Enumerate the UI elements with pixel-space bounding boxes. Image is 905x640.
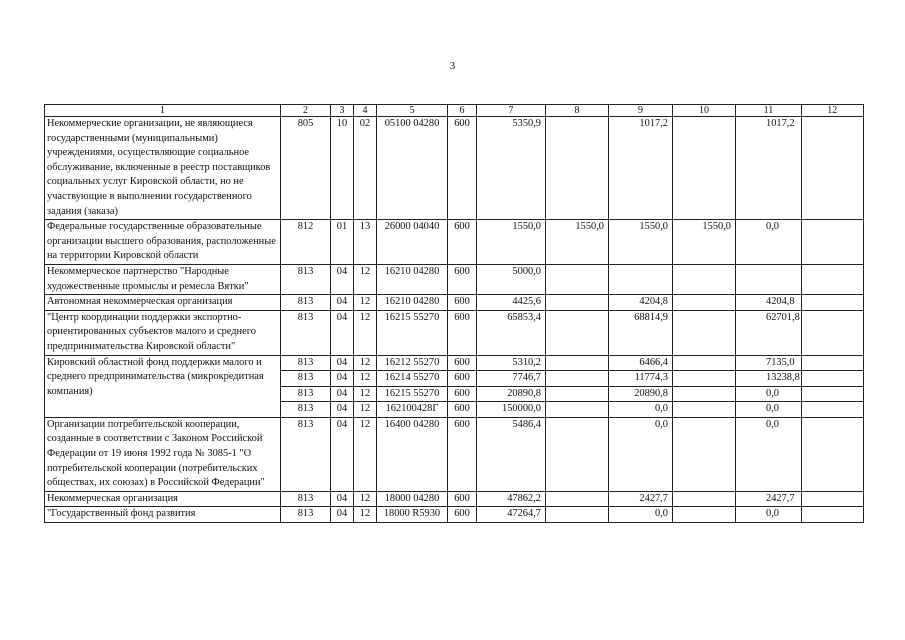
- table-cell: 12: [354, 295, 377, 311]
- table-cell: 04: [331, 371, 354, 387]
- column-header: 11: [736, 105, 802, 117]
- table-cell: 16212 55270: [377, 355, 448, 371]
- table-cell: 68814,9: [609, 310, 673, 355]
- column-header: 3: [331, 105, 354, 117]
- table-cell: 1017,2: [736, 117, 802, 220]
- table-cell: 04: [331, 386, 354, 402]
- organization-name: "Центр координации поддержки экспортно-ориентированных субъектов малого и среднего предпринимательства Кировской области": [45, 310, 281, 355]
- table-cell: 12: [354, 310, 377, 355]
- table-cell: [546, 507, 609, 523]
- table-cell: 813: [281, 264, 331, 294]
- table-cell: 0,0: [609, 402, 673, 418]
- table-cell: 16215 55270: [377, 386, 448, 402]
- table-cell: 12: [354, 417, 377, 491]
- table-cell: 05100 04280: [377, 117, 448, 220]
- column-header: 1: [45, 105, 281, 117]
- table-cell: 600: [448, 417, 477, 491]
- table-cell: [546, 295, 609, 311]
- table-cell: 4425,6: [477, 295, 546, 311]
- table-row: [45, 491, 864, 507]
- table-cell: [546, 386, 609, 402]
- table-cell: [801, 402, 863, 418]
- table-cell: [673, 371, 736, 387]
- table-cell: [736, 264, 802, 294]
- table-cell: [546, 402, 609, 418]
- table-cell: 16214 55270: [377, 371, 448, 387]
- table-cell: 7746,7: [477, 371, 546, 387]
- column-header: 2: [281, 105, 331, 117]
- table-cell: 600: [448, 386, 477, 402]
- table-cell: 16210 04280: [377, 295, 448, 311]
- table-cell: 600: [448, 491, 477, 507]
- table-cell: 600: [448, 402, 477, 418]
- table-row: [45, 117, 864, 220]
- table-cell: 18000 R5930: [377, 507, 448, 523]
- table-cell: [801, 386, 863, 402]
- table-cell: [673, 117, 736, 220]
- organization-name: Некоммерческое партнерство "Народные художественные промыслы и ремесла Вятки": [45, 264, 281, 294]
- table-cell: 01: [331, 220, 354, 265]
- table-cell: [673, 491, 736, 507]
- table-cell: 1550,0: [477, 220, 546, 265]
- table-cell: 12: [354, 371, 377, 387]
- table-row: [45, 355, 864, 371]
- table-row: [45, 507, 864, 523]
- table-cell: 600: [448, 507, 477, 523]
- table-cell: 11774,3: [609, 371, 673, 387]
- table-cell: [801, 491, 863, 507]
- table-cell: [673, 507, 736, 523]
- table-cell: [673, 264, 736, 294]
- column-header: 10: [673, 105, 736, 117]
- header-row: [45, 105, 864, 117]
- table-cell: [801, 220, 863, 265]
- table-cell: [546, 417, 609, 491]
- table-cell: 0,0: [609, 417, 673, 491]
- organization-name: Автономная некоммерческая организация: [45, 295, 281, 311]
- table-cell: 18000 04280: [377, 491, 448, 507]
- table-cell: 600: [448, 117, 477, 220]
- table-cell: [546, 355, 609, 371]
- table-cell: 150000,0: [477, 402, 546, 418]
- table-cell: 20890,8: [609, 386, 673, 402]
- table-cell: [673, 417, 736, 491]
- table-cell: 2427,7: [736, 491, 802, 507]
- table-cell: 0,0: [736, 417, 802, 491]
- organization-name: Некоммерческие организации, не являющиеся государственными (муниципальными) учреждениями, осуществляющие социальное обслуживание, включенные в реестр поставщиков социальных услуг Кировской области, но не участвующие в выполнении государственного задания (заказа): [45, 117, 281, 220]
- table-cell: [546, 371, 609, 387]
- table-cell: 0,0: [736, 402, 802, 418]
- page-number: 3: [449, 60, 456, 72]
- table-cell: 813: [281, 402, 331, 418]
- table-cell: 0,0: [736, 220, 802, 265]
- table-cell: 813: [281, 507, 331, 523]
- table-cell: 12: [354, 264, 377, 294]
- table-cell: 5486,4: [477, 417, 546, 491]
- table-cell: 65853,4: [477, 310, 546, 355]
- table-cell: 0,0: [736, 386, 802, 402]
- table-cell: 2427,7: [609, 491, 673, 507]
- table-cell: 0,0: [609, 507, 673, 523]
- table-cell: 16400 04280: [377, 417, 448, 491]
- table-cell: 13: [354, 220, 377, 265]
- table-cell: 04: [331, 402, 354, 418]
- table-cell: 813: [281, 386, 331, 402]
- table-cell: 600: [448, 295, 477, 311]
- table-cell: 04: [331, 310, 354, 355]
- table-cell: 47862,2: [477, 491, 546, 507]
- table-cell: 13238,8: [736, 371, 802, 387]
- table-cell: 600: [448, 371, 477, 387]
- table-cell: 813: [281, 371, 331, 387]
- table-cell: 04: [331, 295, 354, 311]
- table-cell: 12: [354, 402, 377, 418]
- table-cell: [801, 417, 863, 491]
- column-header: 7: [477, 105, 546, 117]
- table-cell: [673, 355, 736, 371]
- table-cell: 813: [281, 295, 331, 311]
- table-cell: 813: [281, 355, 331, 371]
- organization-name: Некоммерческая организация: [45, 491, 281, 507]
- table-cell: 12: [354, 507, 377, 523]
- table-cell: 812: [281, 220, 331, 265]
- column-header: 5: [377, 105, 448, 117]
- table-cell: [801, 295, 863, 311]
- table-cell: 5350,9: [477, 117, 546, 220]
- table-cell: 4204,8: [736, 295, 802, 311]
- organization-name: Кировский областной фонд поддержки малого и среднего предпринимательства (микрокредитная компания): [45, 355, 281, 417]
- table-cell: 62701,8: [736, 310, 802, 355]
- table-cell: 04: [331, 507, 354, 523]
- table-cell: 600: [448, 220, 477, 265]
- table-cell: 47264,7: [477, 507, 546, 523]
- table-cell: 0,0: [736, 507, 802, 523]
- table-cell: 12: [354, 386, 377, 402]
- table-row: [45, 417, 864, 491]
- column-header: 8: [546, 105, 609, 117]
- column-header: 4: [354, 105, 377, 117]
- organization-name: "Государственный фонд развития: [45, 507, 281, 523]
- organization-name: Федеральные государственные образовательные организации высшего образования, расположенные на территории Кировской области: [45, 220, 281, 265]
- table-cell: 10: [331, 117, 354, 220]
- table-cell: 20890,8: [477, 386, 546, 402]
- table-cell: 1017,2: [609, 117, 673, 220]
- table-cell: [801, 507, 863, 523]
- table-cell: 600: [448, 310, 477, 355]
- column-header: 9: [609, 105, 673, 117]
- table-cell: 12: [354, 355, 377, 371]
- table-row: [45, 220, 864, 265]
- table-cell: [801, 355, 863, 371]
- table-cell: 7135,0: [736, 355, 802, 371]
- table-cell: [609, 264, 673, 294]
- table-cell: 6466,4: [609, 355, 673, 371]
- table-cell: 12: [354, 491, 377, 507]
- table-cell: 04: [331, 355, 354, 371]
- table-cell: 1550,0: [546, 220, 609, 265]
- table-cell: 02: [354, 117, 377, 220]
- table-cell: [801, 310, 863, 355]
- table-cell: 813: [281, 491, 331, 507]
- table-cell: [673, 295, 736, 311]
- table-cell: 600: [448, 355, 477, 371]
- table-row: [45, 295, 864, 311]
- table-cell: 805: [281, 117, 331, 220]
- budget-table: [44, 104, 864, 523]
- organization-name: Организации потребительской кооперации, созданные в соответствии с Законом Российской Федерации от 19 июня 1992 года № 3085-1 "О потребительской кооперации (потребительских обществах, их союзах) в Российской Федерации": [45, 417, 281, 491]
- column-header: 12: [801, 105, 863, 117]
- table-cell: 26000 04040: [377, 220, 448, 265]
- table-cell: [673, 386, 736, 402]
- table-cell: [801, 264, 863, 294]
- table-cell: 04: [331, 264, 354, 294]
- table-cell: 813: [281, 417, 331, 491]
- table-cell: 1550,0: [673, 220, 736, 265]
- table-cell: [546, 117, 609, 220]
- table-cell: [546, 264, 609, 294]
- table-cell: 16210 04280: [377, 264, 448, 294]
- table-cell: [546, 310, 609, 355]
- table-cell: 5310,2: [477, 355, 546, 371]
- table-cell: 04: [331, 491, 354, 507]
- table-row: [45, 264, 864, 294]
- table-cell: 162100428Г: [377, 402, 448, 418]
- table-cell: 600: [448, 264, 477, 294]
- table-cell: [801, 371, 863, 387]
- table-cell: [546, 491, 609, 507]
- column-header: 6: [448, 105, 477, 117]
- table-cell: 1550,0: [609, 220, 673, 265]
- table-cell: 16215 55270: [377, 310, 448, 355]
- table-cell: 04: [331, 417, 354, 491]
- table-cell: [801, 117, 863, 220]
- table-cell: [673, 310, 736, 355]
- table-cell: 5000,0: [477, 264, 546, 294]
- table-cell: 4204,8: [609, 295, 673, 311]
- table-cell: 813: [281, 310, 331, 355]
- table-cell: [673, 402, 736, 418]
- table-row: [45, 310, 864, 355]
